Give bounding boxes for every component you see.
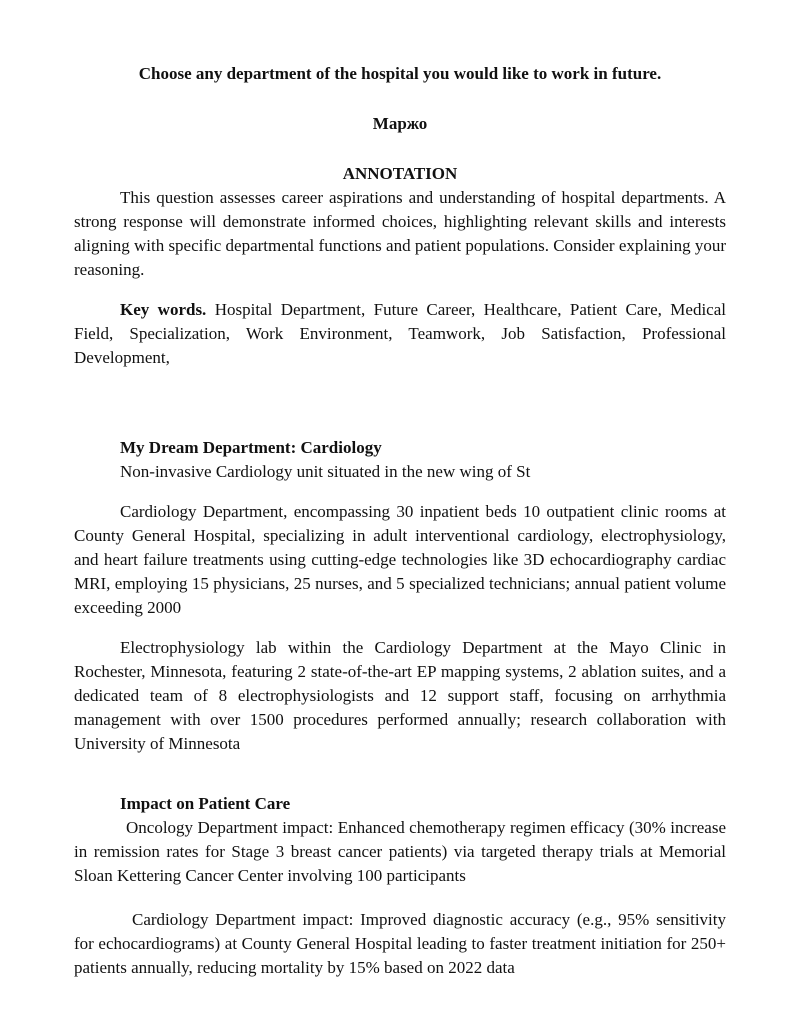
- section-heading-dream-department: My Dream Department: Cardiology: [120, 438, 382, 457]
- cardiology-impact-paragraph: Cardiology Department impact: Improved diagnostic accuracy (e.g., 95% sensitivity for echocardiograms) at County General Hospital leading to faster treatment initiation for 250+ patients annually, reducing mortality by 15% based on 2022 data: [74, 910, 726, 977]
- section-intro-line: Non-invasive Cardiology unit situated in the new wing of St: [120, 462, 531, 481]
- electrophysiology-lab-paragraph: Electrophysiology lab within the Cardiology Department at the Mayo Clinic in Rochester, Minnesota, featuring 2 state-of-the-art EP mapping systems, 2 ablation suites, and a dedicated team of 8 electrophysiologists and 12 support staff, focusing on arrhythmia management with over 1500 procedures performed annually; research collaboration with University of Minnesota: [74, 638, 726, 753]
- keywords-text: Hospital Department, Future Career, Healthcare, Patient Care, Medical Field, Specialization, Work Environment, Teamwork, Job Satisfaction, Professional Development,: [74, 300, 726, 367]
- annotation-heading: ANNOTATION: [342, 164, 458, 183]
- keywords-label: Key words.: [120, 300, 207, 319]
- author-name: Маржо: [372, 114, 428, 133]
- section-heading-patient-care: Impact on Patient Care: [120, 794, 291, 813]
- document-page: [74, 62, 726, 980]
- keywords-paragraph: [74, 298, 726, 370]
- document-title: Choose any department of the hospital you would like to work in future.: [138, 64, 662, 83]
- oncology-impact-paragraph: Oncology Department impact: Enhanced chemotherapy regimen efficacy (30% increase in remission rates for Stage 3 breast cancer patients) via targeted therapy trials at Memorial Sloan Kettering Cancer Center involving 100 participants: [74, 818, 726, 885]
- annotation-paragraph: This question assesses career aspirations and understanding of hospital departments. A strong response will demonstrate informed choices, highlighting relevant skills and interests aligning with specific departmental functions and patient populations. Consider explaining your reasoning.: [74, 188, 726, 279]
- cardiology-department-paragraph: Cardiology Department, encompassing 30 inpatient beds 10 outpatient clinic rooms at County General Hospital, specializing in adult interventional cardiology, electrophysiology, and heart failure treatments using cutting-edge technologies like 3D echocardiography cardiac MRI, employing 15 physicians, 25 nurses, and 5 specialized technicians; annual patient volume exceeding 2000: [74, 502, 726, 617]
